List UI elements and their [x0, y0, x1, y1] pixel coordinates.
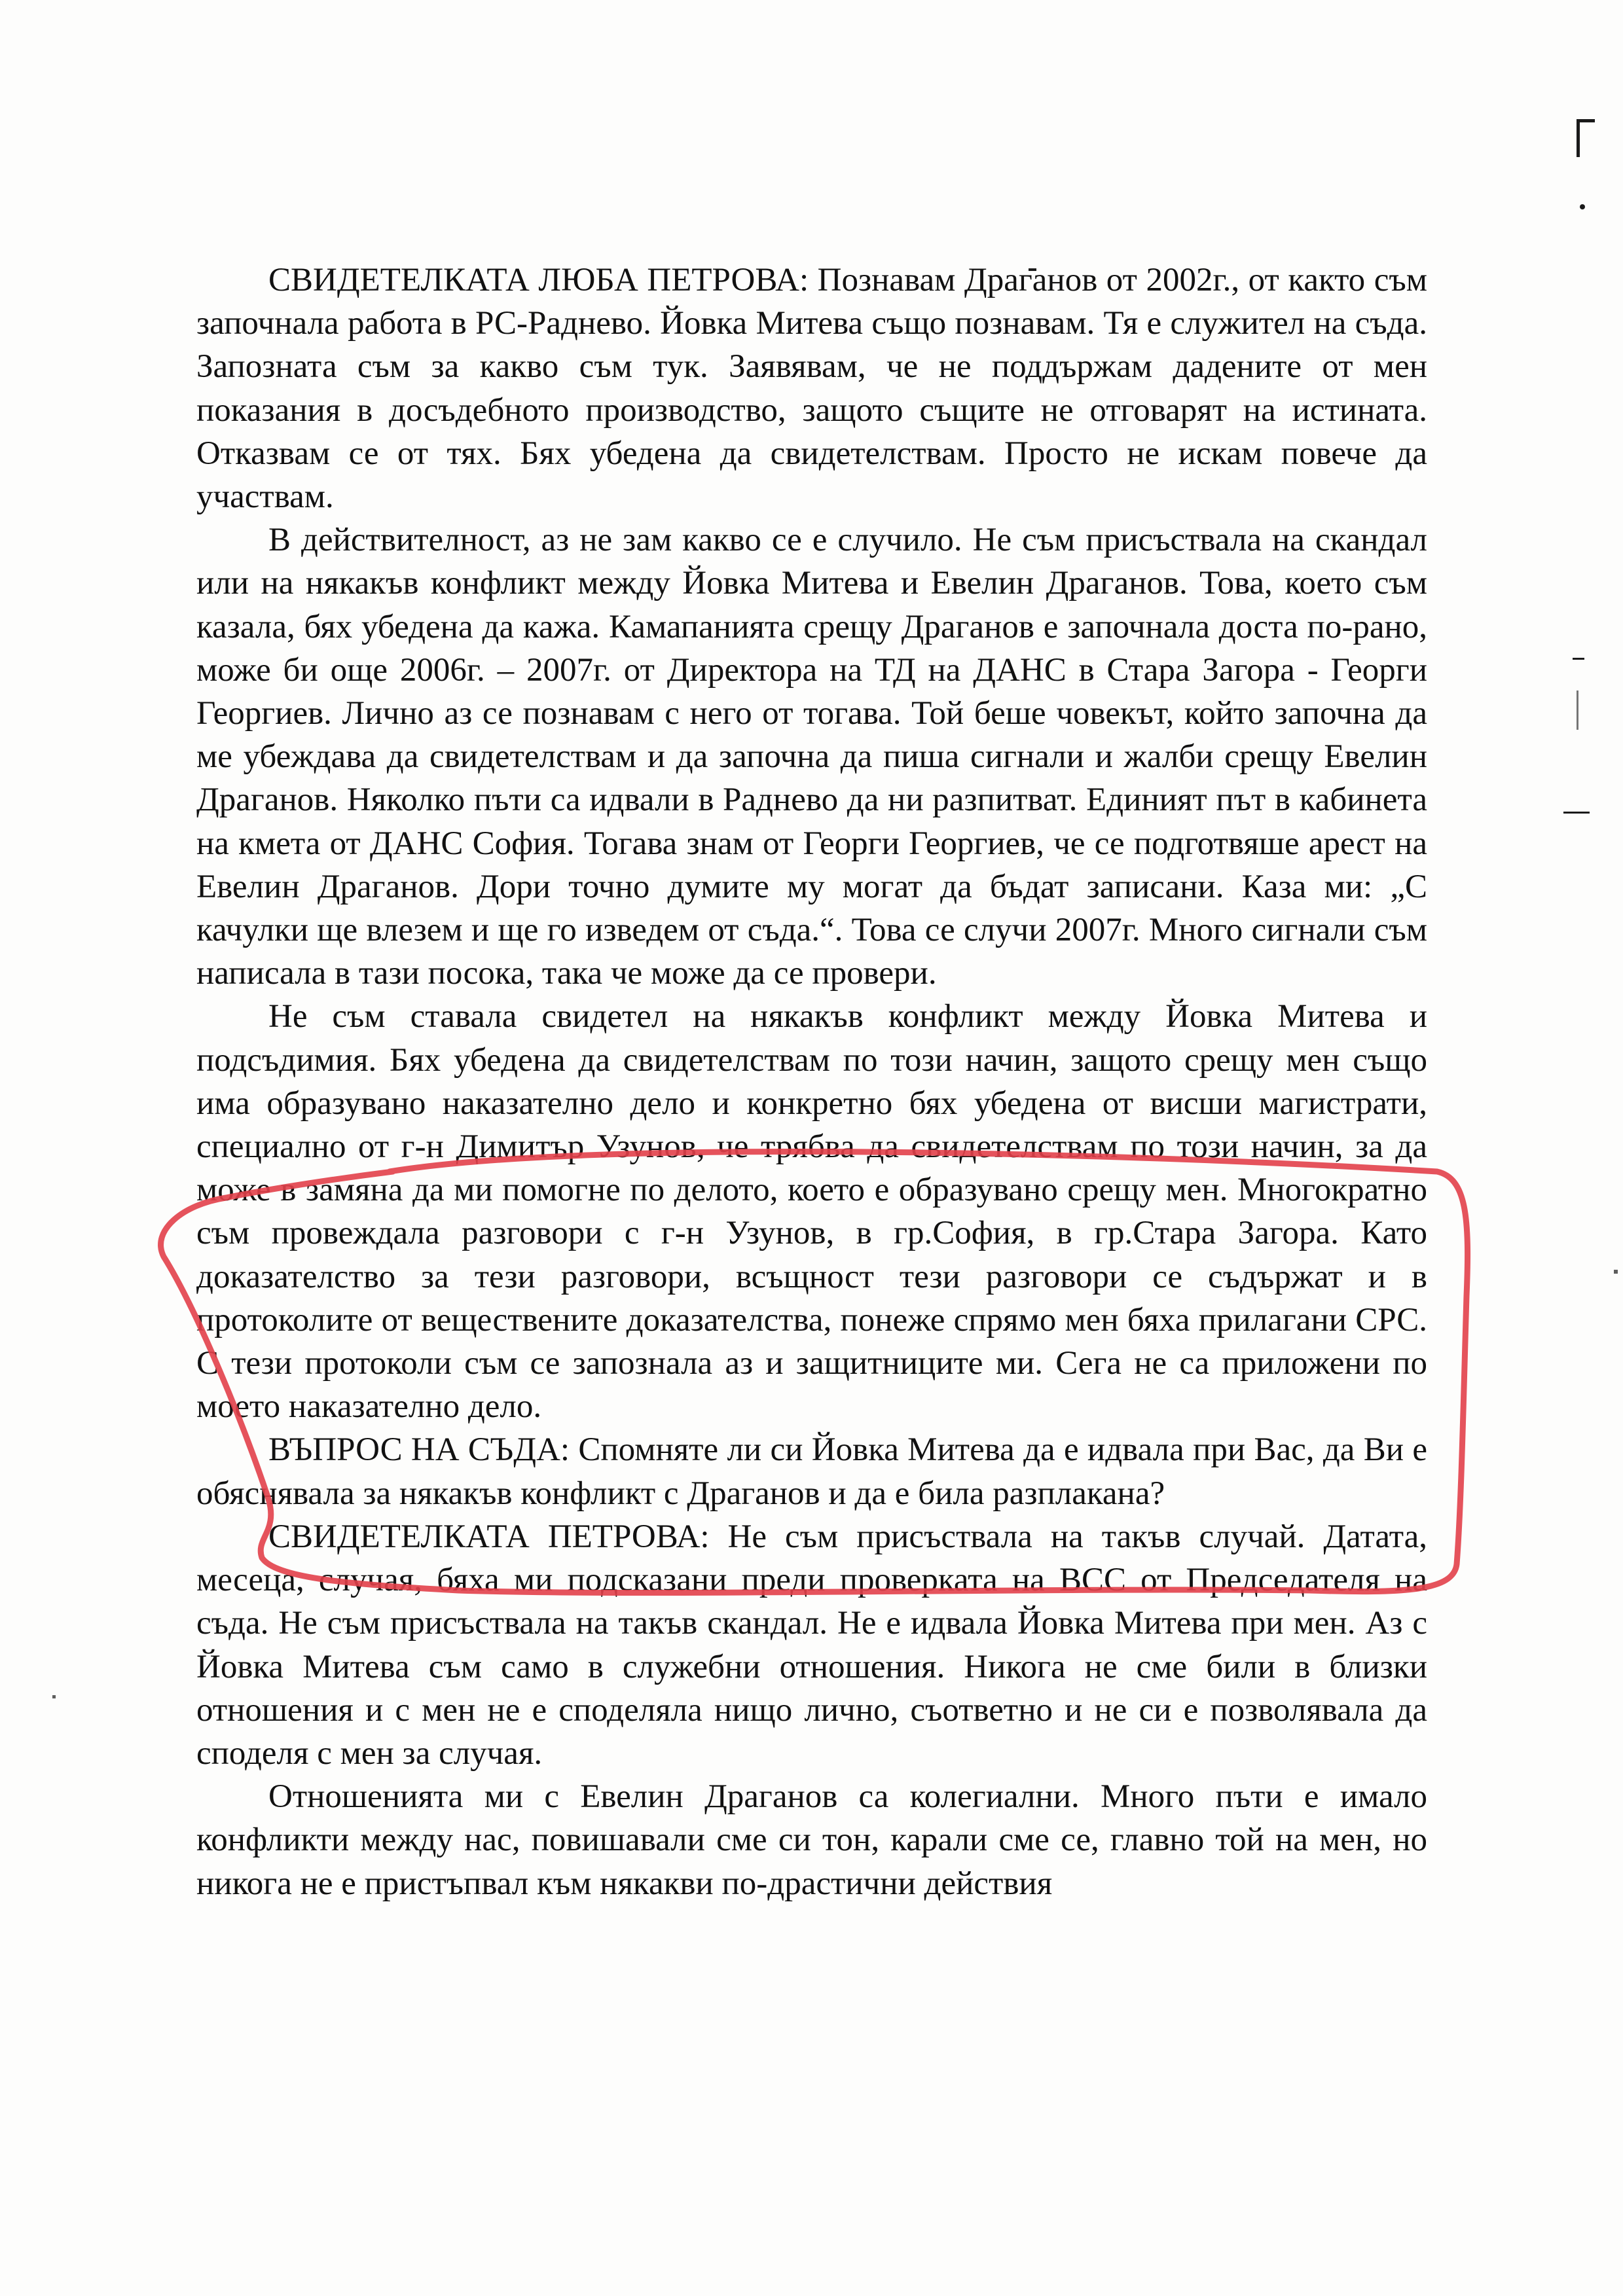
testimony-text: Не съм присъствала на такъв случай. Датата, месеца, случая, бяха ми подсказани преди проверката на ВСС от Председателя на съда. Не съм присъствала на такъв скандал. Не е идвала Йовка Митева при мен. Аз с Йовка Митева съм само в служебни отношения. Никога не сме били в близки отношения и с мен не е споделяла нищо лично, съответно и не си е позволявала да споделя с мен за случая. [196, 1518, 1428, 1772]
testimony-paragraph [196, 1775, 1427, 1905]
scan-dot [1580, 204, 1585, 209]
question-text: Спомняте ли си Йовка Митева да е идвала при Вас, да Ви е обяснявала за някакъв конфликт с Драганов и да е била разплакана? [196, 1431, 1427, 1512]
testimony-text: Отношенията ми с Евелин Драганов са колегиални. Много пъти е имало конфликти между нас, повишавали сме си тон, карали сме се, главно той на мен, но никога не е пристъпвал към някакви по-драстични действия [196, 1778, 1427, 1902]
testimony-paragraph-highlighted [196, 995, 1427, 1428]
scan-mark-edge [1577, 691, 1578, 730]
testimony-paragraph [196, 1515, 1427, 1775]
testimony-paragraph [196, 518, 1427, 995]
testimony-text: Не съм ставала свидетел на някакъв конфликт между Йовка Митева и подсъдимия. Бях убедена да свидетелствам по този начин, защото срещу мен също има образувано наказателно дело и конкретно бях убедена от висши магистрати, специално от г-н Димитър Узунов, че трябва да свидетелствам по този начин, за да може в замяна да ми помогне по делото, което е образувано срещу мен. Многократно съм провеждала разговори с г-н Узунов, в гр.София, в гр.Стара Загора. Като доказателство за тези разговори, всъщност тези разговори се съдържат и в протоколите от веществените доказателства, понеже спрямо мен бяха прилагани СРС. С тези протоколи съм се запознала аз и защитниците ми. Сега не са приложени по моето наказателно дело. [196, 998, 1427, 1426]
speaker-label: ВЪПРОС НА СЪДА: [268, 1431, 570, 1469]
court-question-paragraph [196, 1428, 1427, 1515]
document-body [196, 259, 1427, 1905]
testimony-text: В действителност, аз не зам какво се е случило. Не съм присъствала на скандал или на някакъв конфликт между Йовка Митева и Евелин Драганов. Това, което съм казала, бях убедена да кажа. Камапанията срещу Драганов е започнала доста по-рано, може би още 2006г. – 2007г. от Директора на ТД на ДАНС в Стара Загора - Георги Георгиев. Лично аз се познавам с него от тогава. Той беше човекът, който започна да ме убеждава да свидетелствам и да започна да пиша сигнали и жалби срещу Евелин Драганов. Няколко пъти са идвали в Раднево да ни разпитват. Единият път в кабинета на кмета от ДАНС София. Тогава знам от Георги Георгиев, че се подготвяше арест на Евелин Драганов. Дори точно думите му могат да бъдат записани. Каза ми: „С качулки ще влезем и ще го изведем от съда.“. Това се случи 2007г. Много сигнали съм написала в тази посока, така че може да се провери. [196, 522, 1427, 992]
testimony-text: Познавам Драганов от 2002г., от както съм започнала работа в РС-Раднево. Йовка Митева също познавам. Тя е служител на съда. Запозната съм за какво съм тук. Заявявам, че не поддържам дадените от мен показания в досъдебното производство, защото същите не отговарят на истината. Отказвам се от тях. Бях убедена да свидетелствам. Просто не искам повече да участвам. [196, 262, 1427, 516]
scan-dot [52, 1695, 56, 1698]
scan-mark-edge [1573, 658, 1584, 660]
speaker-label: СВИДЕТЕЛКАТА ЛЮБА ПЕТРОВА: [268, 262, 809, 298]
testimony-paragraph [196, 259, 1427, 518]
scan-mark-edge [1563, 812, 1590, 814]
scan-dot [1614, 1270, 1618, 1274]
scan-mark-corner-vertical [1577, 119, 1580, 157]
speaker-label: СВИДЕТЕЛКАТА ПЕТРОВА: [268, 1518, 710, 1555]
